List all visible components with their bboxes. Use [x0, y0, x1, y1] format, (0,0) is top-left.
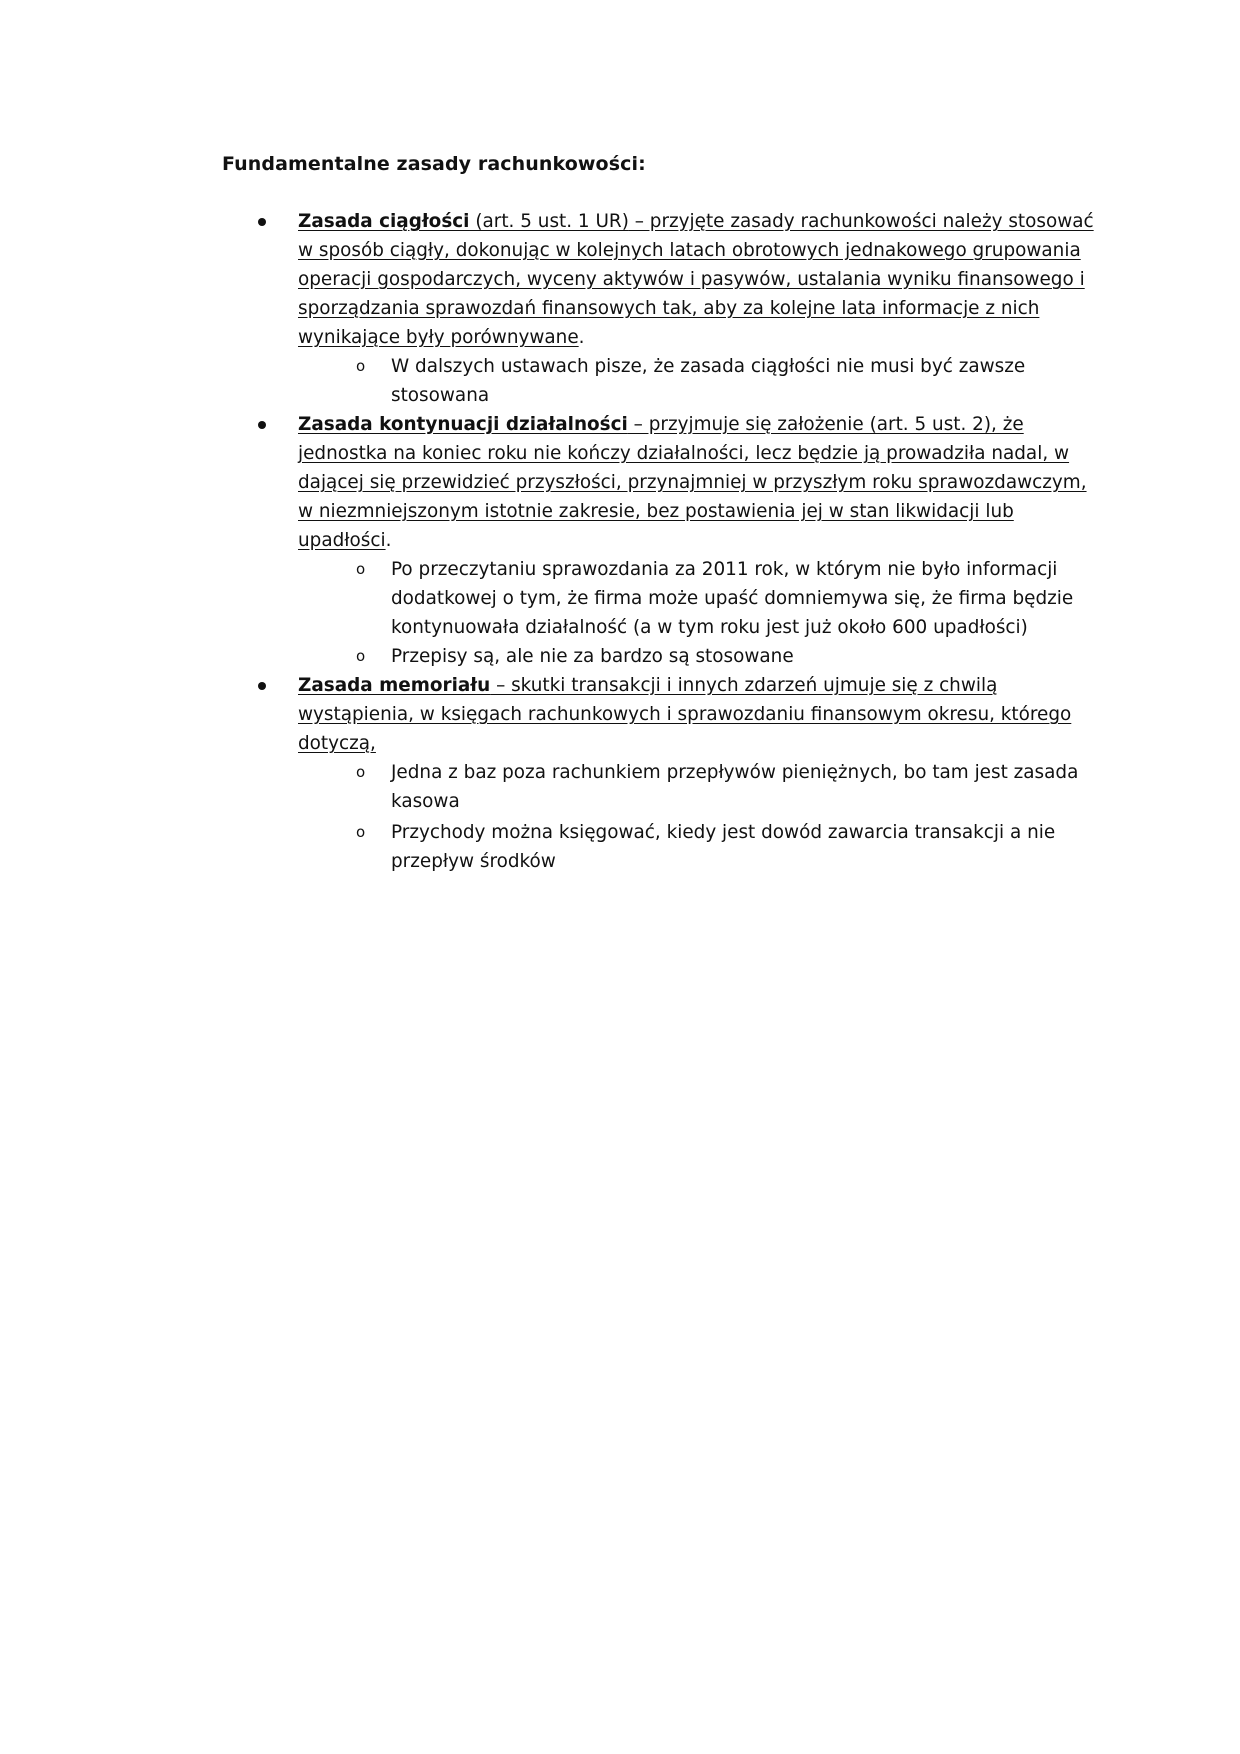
bullet-icon [258, 218, 266, 226]
principle-end: . [385, 530, 392, 551]
bullet-icon [258, 682, 266, 690]
principle-term: Zasada memoriału [298, 675, 491, 696]
principle-item-memorial [258, 671, 1098, 876]
principle-text [298, 207, 1098, 352]
principle-notes [298, 758, 1098, 876]
principles-list [258, 207, 1098, 876]
note-item [298, 642, 1098, 671]
principle-text [298, 671, 1098, 758]
circle-bullet-icon: o [356, 357, 366, 375]
note-text: Jedna z baz poza rachunkiem przepływów pieniężnych, bo tam jest zasada kasowa [391, 762, 1079, 812]
note-text: W dalszych ustawach pisze, że zasada ciągłości nie musi być zawsze stosowana [391, 356, 1026, 406]
circle-bullet-icon: o [356, 560, 366, 578]
note-item [298, 758, 1098, 816]
principle-definition: – skutki transakcji i innych zdarzeń ujmuje się z chwilą wystąpienia, w księgach rachunkowych i sprawozdaniu finansowym okresu, którego dotyczą, [298, 675, 1072, 754]
note-text: Przychody można księgować, kiedy jest dowód zawarcia transakcji a nie przepływ środków [391, 822, 1056, 872]
circle-bullet-icon: o [356, 763, 366, 781]
principle-term: Zasada ciągłości [298, 211, 470, 232]
principle-definition: – przyjęte zasady rachunkowości należy stosować w sposób ciągły, dokonując w kolejnych latach obrotowych jednakowego grupowania operacji gospodarczych, wyceny aktywów i pasywów, ustalania wyniku finansowego i sporządzania sprawozdań finansowych tak, aby za kolejne lata informacje z nich wynikające były porównywane [298, 211, 1094, 348]
circle-bullet-icon: o [356, 823, 366, 841]
note-item [298, 352, 1098, 410]
note-item [298, 818, 1098, 876]
page-title: Fundamentalne zasady rachunkowości: [222, 153, 646, 175]
note-text: Po przeczytaniu sprawozdania za 2011 rok, w którym nie było informacji dodatkowej o tym, że firma może upaść domniemywa się, że firma będzie kontynuowała działalność (a w tym roku jest już około 600 upadłości) [391, 559, 1074, 638]
note-item [298, 555, 1098, 642]
bullet-icon [258, 421, 266, 429]
principle-item-ciaglosc [258, 207, 1098, 410]
principle-reference: (art. 5 ust. 1 UR) [469, 211, 629, 232]
principle-definition: – przyjmuje się założenie (art. 5 ust. 2), że jednostka na koniec roku nie kończy działalności, lecz będzie ją prowadziła nadal, w dającej się przewidzieć przyszłości, przynajmniej w przyszłym roku sprawozdawczym, w niezmniejszonym istotnie zakresie, bez postawienia jej w stan likwidacji lub upadłości [298, 414, 1087, 551]
principle-text [298, 410, 1098, 555]
principle-term: Zasada kontynuacji działalności [298, 414, 628, 435]
note-text: Przepisy są, ale nie za bardzo są stosowane [391, 646, 794, 667]
principle-notes [298, 555, 1098, 671]
principle-notes [298, 352, 1098, 410]
circle-bullet-icon: o [356, 647, 366, 665]
principle-item-kontynuacja [258, 410, 1098, 671]
principle-end: . [578, 327, 585, 348]
